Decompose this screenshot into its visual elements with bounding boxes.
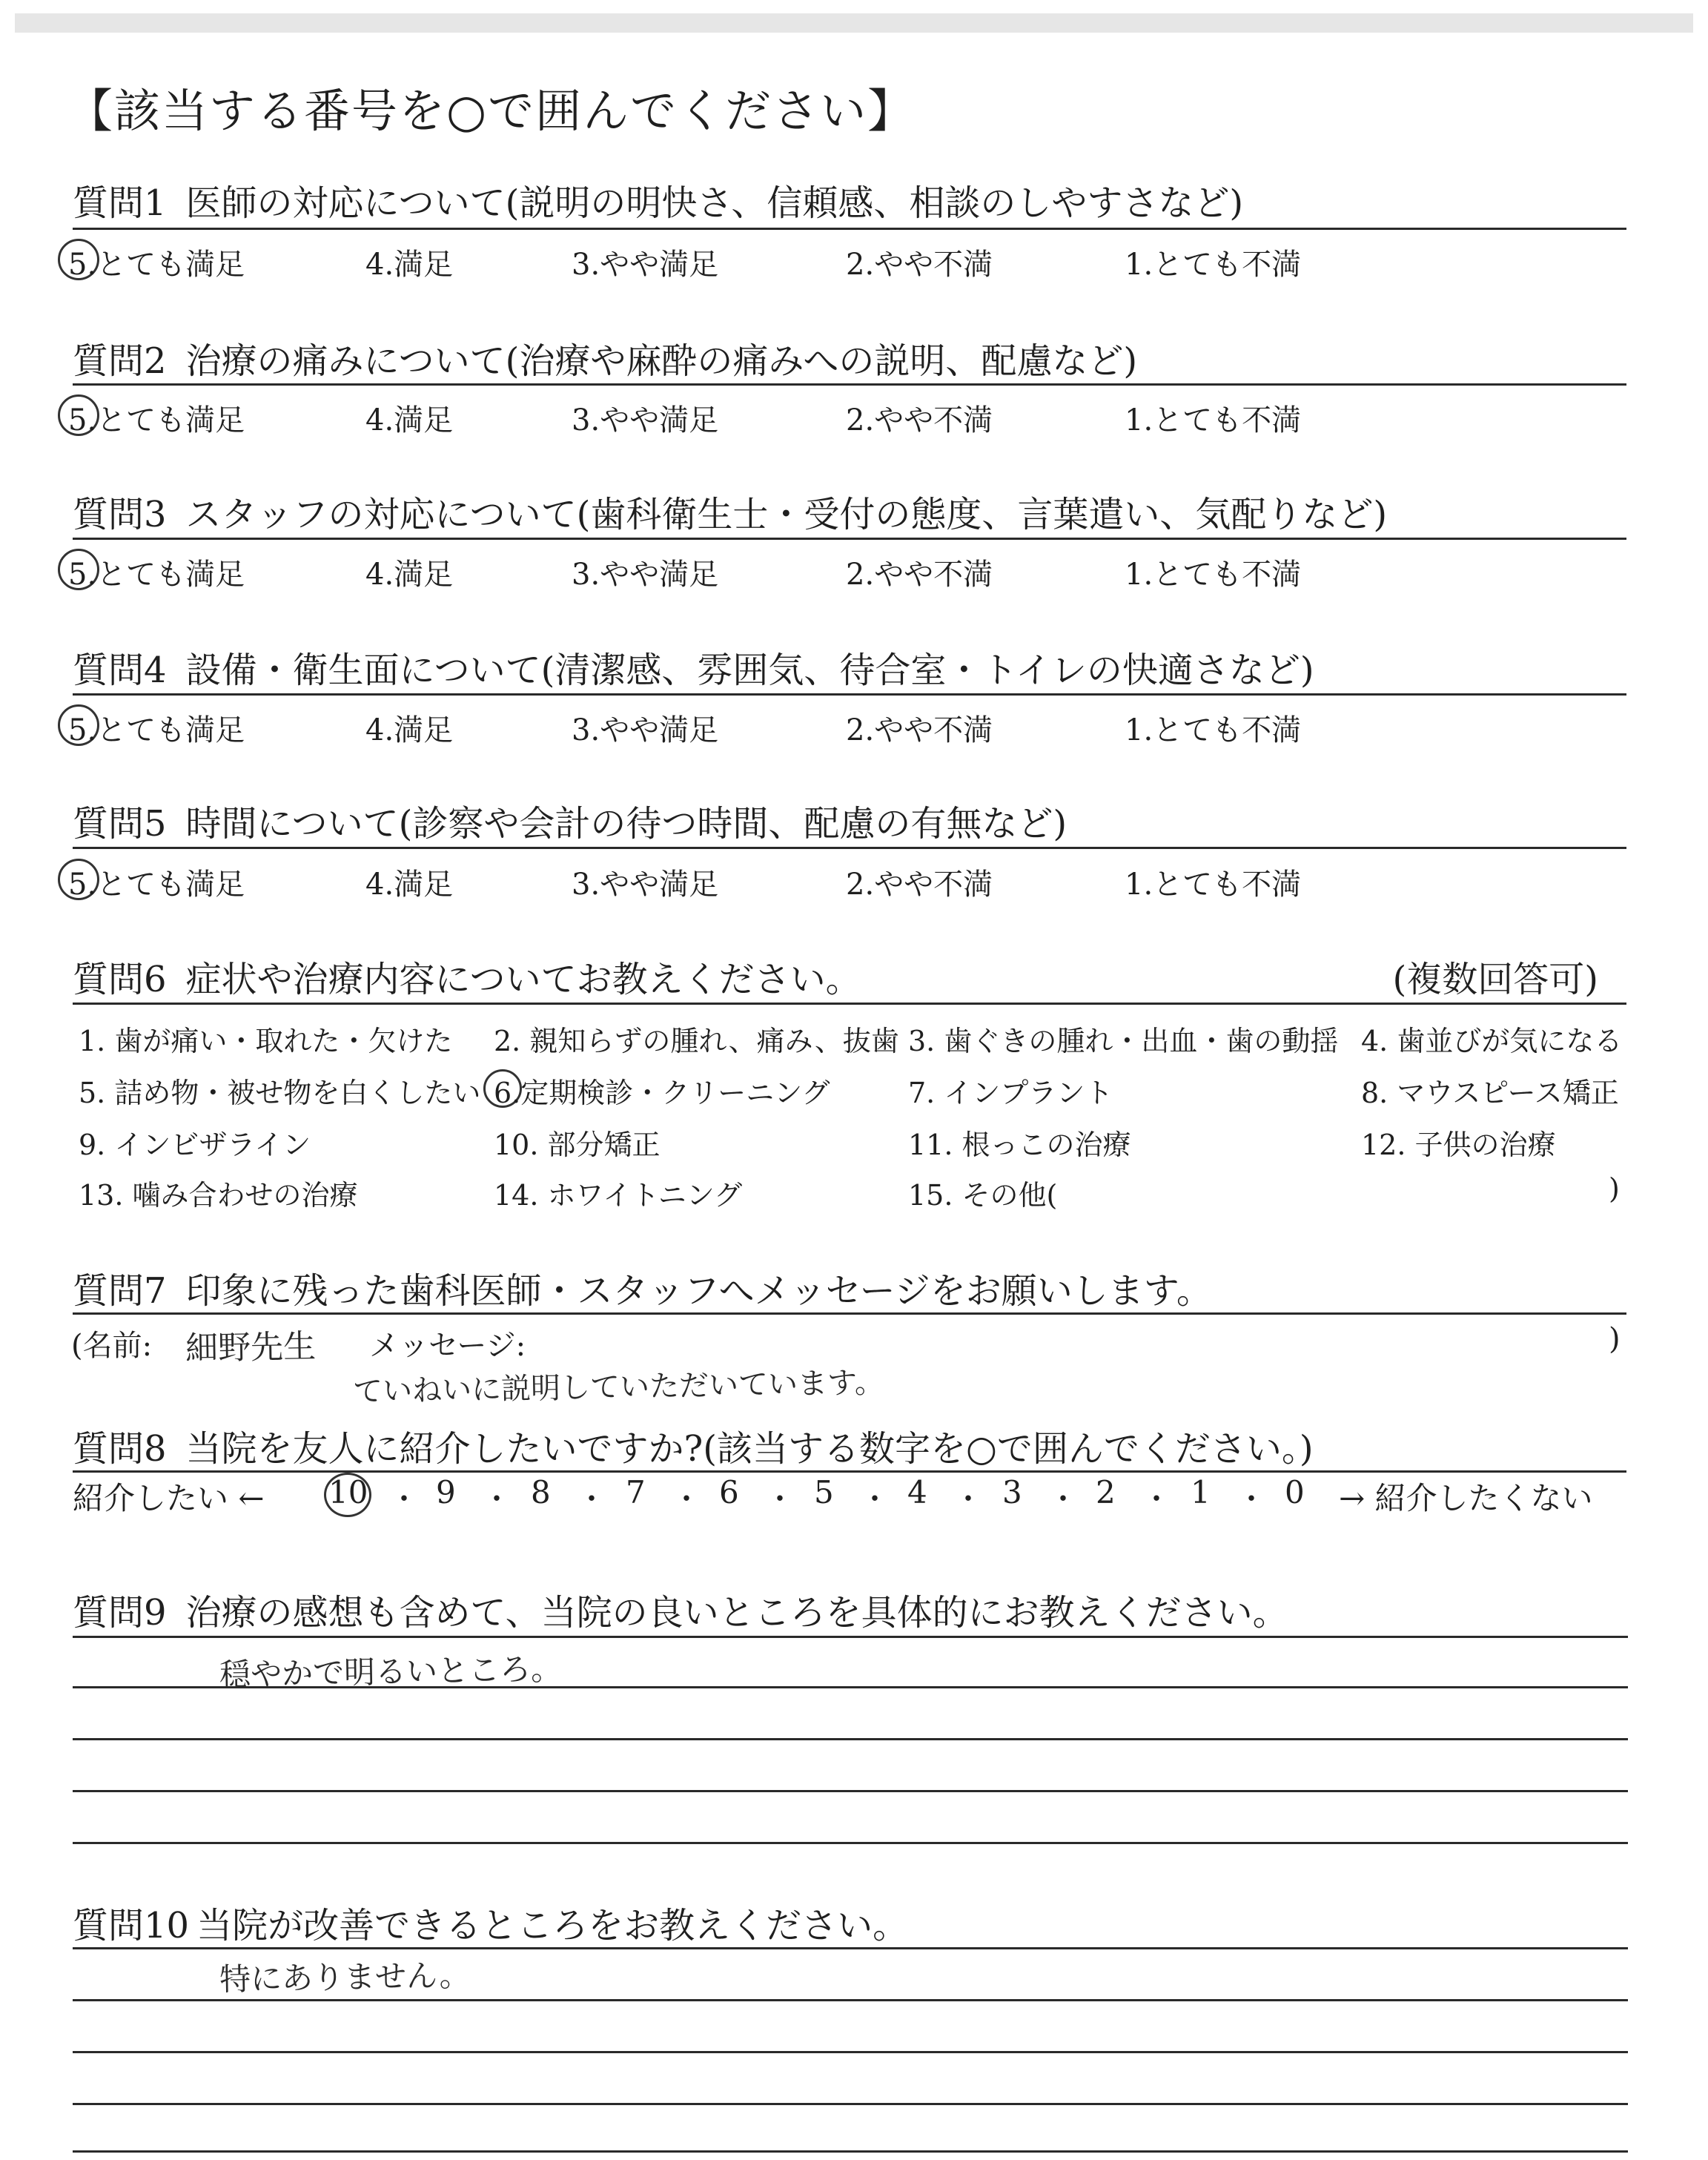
q9-answer-line — [73, 1636, 1628, 1638]
question-1-rule — [73, 228, 1626, 230]
question-7-text: 印象に残った歯科医師・スタッフへメッセージをお願いします。 — [185, 1270, 1212, 1312]
q6-option-9[interactable]: 9. インビザライン — [79, 1129, 311, 1161]
q8-score-9[interactable]: 9 — [436, 1474, 456, 1510]
q8-sep: ・ — [1237, 1482, 1266, 1516]
question-1-option-4[interactable]: 4.満足 — [365, 248, 454, 282]
q10-answer-handwritten[interactable]: 特にありません。 — [219, 1957, 471, 1998]
q7-name-handwritten[interactable]: 細野先生 — [185, 1327, 317, 1368]
question-5-option-4[interactable]: 4.満足 — [365, 868, 454, 902]
q8-sep: ・ — [860, 1482, 890, 1516]
question-5-option-5[interactable]: 5.とても満足 — [68, 868, 245, 902]
question-2-option-5[interactable]: 5.とても満足 — [68, 403, 245, 437]
question-1-option-1[interactable]: 1.とても不満 — [1125, 248, 1302, 282]
q8-sep: ・ — [765, 1482, 795, 1516]
q9-answer-line — [73, 1790, 1628, 1792]
q8-score-1[interactable]: 1 — [1191, 1474, 1211, 1510]
question-5-option-3[interactable]: 3.やや満足 — [572, 868, 719, 902]
q8-sep: ・ — [672, 1482, 701, 1516]
question-10-number: 質問10 — [73, 1905, 190, 1946]
q8-sep: ・ — [953, 1482, 983, 1516]
question-1-option-2[interactable]: 2.やや不満 — [846, 248, 993, 282]
q7-message-handwritten[interactable]: ていねいに説明していただいています。 — [352, 1365, 885, 1410]
question-4-option-5[interactable]: 5.とても満足 — [68, 713, 245, 747]
question-1-text: 医師の対応について(説明の明快さ、信頼感、相談のしやすさなど) — [185, 182, 1244, 224]
q9-answer-handwritten[interactable]: 穏やかで明るいところ。 — [219, 1650, 563, 1694]
q8-sep: ・ — [482, 1482, 512, 1516]
question-6-title — [73, 951, 861, 1002]
question-4-option-1[interactable]: 1.とても不満 — [1125, 713, 1302, 747]
q9-answer-line — [73, 1842, 1628, 1844]
question-2-option-2[interactable]: 2.やや不満 — [846, 403, 993, 437]
question-3-text: スタッフの対応について(歯科衛生士・受付の態度、言葉遣い、気配りなど) — [185, 494, 1388, 535]
q10-answer-line — [73, 2051, 1628, 2053]
q7-name-label: (名前: — [71, 1329, 153, 1363]
q6-option-2[interactable]: 2. 親知らずの腫れ、痛み、抜歯 — [494, 1025, 899, 1057]
q6-option-13[interactable]: 13. 噛み合わせの治療 — [79, 1179, 358, 1212]
question-3-option-5[interactable]: 5.とても満足 — [68, 558, 245, 592]
q6-option-1[interactable]: 1. 歯が痛い・取れた・欠けた — [79, 1025, 453, 1057]
question-6-rule — [73, 1003, 1626, 1005]
q6-option-8[interactable]: 8. マウスピース矯正 — [1361, 1077, 1619, 1109]
q6-option-3[interactable]: 3. 歯ぐきの腫れ・出血・歯の動揺 — [908, 1025, 1339, 1057]
q6-other-close-paren: ) — [1609, 1172, 1620, 1205]
question-1-option-5[interactable]: 5.とても満足 — [68, 248, 245, 282]
question-7-number: 質問7 — [73, 1270, 167, 1312]
question-8-title — [73, 1420, 1314, 1471]
question-4-title — [73, 641, 1314, 693]
question-8-rule — [73, 1470, 1626, 1473]
question-2-title — [73, 332, 1137, 383]
q8-score-8[interactable]: 8 — [531, 1474, 551, 1510]
question-2-option-4[interactable]: 4.満足 — [365, 403, 454, 437]
q7-message-label: メッセージ: — [369, 1329, 526, 1363]
question-5-option-2[interactable]: 2.やや不満 — [846, 868, 993, 902]
question-4-option-4[interactable]: 4.満足 — [365, 713, 454, 747]
question-2-option-1[interactable]: 1.とても不満 — [1125, 403, 1302, 437]
q8-score-7[interactable]: 7 — [626, 1474, 646, 1510]
q8-score-6[interactable]: 6 — [719, 1474, 739, 1510]
q8-sep: ・ — [1142, 1482, 1171, 1516]
q9-answer-line — [73, 1738, 1628, 1740]
question-3-number: 質問3 — [73, 494, 167, 535]
q6-option-15[interactable]: 15. その他( — [908, 1179, 1058, 1212]
question-3-option-2[interactable]: 2.やや不満 — [846, 558, 993, 592]
q6-option-14[interactable]: 14. ホワイトニング — [494, 1179, 743, 1212]
question-7-title — [73, 1262, 1212, 1313]
q10-answer-line — [73, 1947, 1628, 1949]
question-1-title — [73, 174, 1243, 225]
question-2-option-3[interactable]: 3.やや満足 — [572, 403, 719, 437]
q10-answer-line — [73, 2103, 1628, 2105]
q6-option-6[interactable]: 6.定期検診・クリーニング — [494, 1077, 830, 1109]
q8-sep: ・ — [389, 1482, 419, 1516]
question-3-title — [73, 486, 1387, 537]
question-6-note: (複数回答可) — [1392, 959, 1598, 1000]
q8-left-label: 紹介したい ← — [73, 1480, 265, 1516]
question-7-rule — [73, 1312, 1626, 1315]
q8-score-2[interactable]: 2 — [1096, 1474, 1116, 1510]
question-4-text: 設備・衛生面について(清潔感、雰囲気、待合室・トイレの快適さなど) — [185, 650, 1314, 691]
question-5-rule — [73, 847, 1626, 849]
question-9-title — [73, 1584, 1288, 1635]
question-5-text: 時間について(診察や会計の待つ時間、配慮の有無など) — [185, 803, 1068, 845]
q6-option-5[interactable]: 5. 詰め物・被せ物を白くしたい — [79, 1077, 481, 1109]
q7-close-paren: ) — [1609, 1322, 1621, 1356]
question-6-number: 質問6 — [73, 959, 167, 1000]
question-5-option-1[interactable]: 1.とても不満 — [1125, 868, 1302, 902]
question-3-rule — [73, 538, 1626, 540]
q6-option-7[interactable]: 7. インプラント — [908, 1077, 1113, 1109]
question-9-number: 質問9 — [73, 1592, 167, 1634]
question-6-text: 症状や治療内容についてお教えください。 — [185, 959, 861, 1000]
q8-score-5[interactable]: 5 — [814, 1474, 834, 1510]
question-4-rule — [73, 693, 1626, 696]
question-2-text: 治療の痛みについて(治療や麻酔の痛みへの説明、配慮など) — [185, 340, 1138, 382]
question-5-number: 質問5 — [73, 803, 167, 845]
question-1-number: 質問1 — [73, 182, 167, 224]
question-3-option-3[interactable]: 3.やや満足 — [572, 558, 719, 592]
question-4-number: 質問4 — [73, 650, 167, 691]
q6-option-12[interactable]: 12. 子供の治療 — [1361, 1129, 1556, 1161]
question-5-title — [73, 795, 1067, 846]
question-8-text: 当院を友人に紹介したいですか?(該当する数字を○で囲んでください。) — [185, 1428, 1314, 1470]
q9-answer-line — [73, 1686, 1628, 1688]
q8-sep: ・ — [1048, 1482, 1078, 1516]
question-10-title — [73, 1897, 908, 1948]
question-9-text: 治療の感想も含めて、当院の良いところを具体的にお教えください。 — [185, 1592, 1288, 1634]
question-3-option-1[interactable]: 1.とても不満 — [1125, 558, 1302, 592]
q10-answer-line — [73, 1999, 1628, 2001]
question-8-number: 質問8 — [73, 1428, 167, 1470]
q8-score-10[interactable]: 10 — [328, 1474, 368, 1510]
question-10-text: 当院が改善できるところをお教えください。 — [196, 1905, 909, 1946]
scan-top-band — [15, 13, 1693, 33]
question-4-option-2[interactable]: 2.やや不満 — [846, 713, 993, 747]
q8-score-0[interactable]: 0 — [1285, 1474, 1305, 1510]
q8-score-4[interactable]: 4 — [907, 1474, 927, 1510]
form-header: 【該当する番号を○で囲んでください】 — [67, 84, 916, 138]
question-2-rule — [73, 383, 1626, 386]
question-2-number: 質問2 — [73, 340, 167, 382]
q10-answer-line — [73, 2150, 1628, 2153]
q8-sep: ・ — [577, 1482, 606, 1516]
question-4-option-3[interactable]: 3.やや満足 — [572, 713, 719, 747]
q6-option-11[interactable]: 11. 根っこの治療 — [908, 1129, 1131, 1161]
question-1-option-3[interactable]: 3.やや満足 — [572, 248, 719, 282]
q6-option-10[interactable]: 10. 部分矯正 — [494, 1129, 661, 1161]
q8-right-label: → 紹介したくない — [1339, 1480, 1593, 1516]
question-3-option-4[interactable]: 4.満足 — [365, 558, 454, 592]
q8-score-3[interactable]: 3 — [1002, 1474, 1022, 1510]
q6-option-4[interactable]: 4. 歯並びが気になる — [1361, 1025, 1623, 1057]
